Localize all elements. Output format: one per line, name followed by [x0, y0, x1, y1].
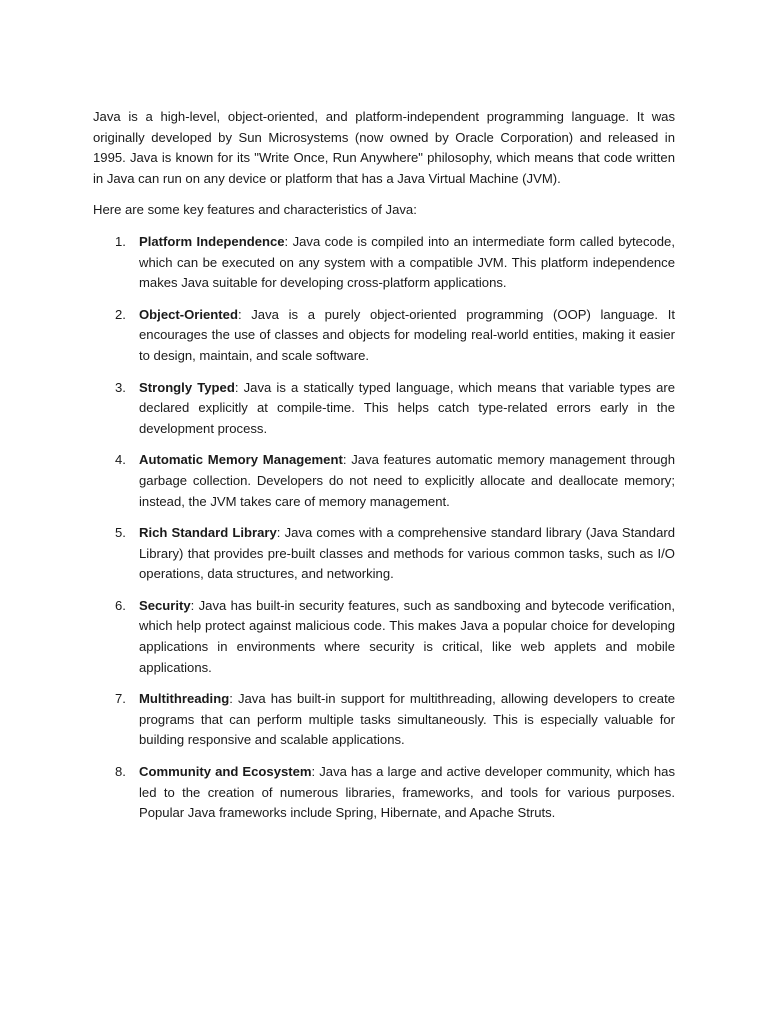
feature-title: Security — [139, 597, 191, 613]
feature-title: Platform Independence — [139, 233, 285, 249]
feature-item-memory-management — [93, 450, 675, 512]
document-content — [93, 107, 675, 835]
feature-title: Object-Oriented — [139, 306, 238, 322]
feature-number: 4. — [115, 452, 126, 468]
feature-text: : Java has built-in security features, such as sandboxing and bytecode verification, which help protect against malicious code. This makes Java a popular choice for developing applications in environments where security is critical, like web applets and mobile applications. — [139, 597, 675, 675]
feature-title: Community and Ecosystem — [139, 764, 312, 780]
feature-number: 6. — [115, 597, 126, 613]
features-list — [93, 232, 675, 824]
lead-paragraph: Here are some key features and characteristics of Java: — [93, 202, 417, 218]
feature-text: : Java comes with a comprehensive standard library (Java Standard Library) that provides pre-built classes and methods for various common tasks, such as I/O operations, data structures, and networking. — [139, 525, 675, 582]
feature-item-object-oriented — [93, 305, 675, 367]
feature-item-multithreading — [93, 689, 675, 751]
feature-number: 3. — [115, 379, 126, 395]
feature-item-security — [93, 596, 675, 678]
feature-text: : Java is a purely object-oriented programming (OOP) language. It encourages the use of classes and objects for modeling real-world entities, making it easier to design, maintain, and scale software. — [139, 306, 675, 363]
feature-number: 5. — [115, 525, 126, 541]
feature-item-community — [93, 762, 675, 824]
feature-title: Automatic Memory Management — [139, 452, 343, 468]
feature-text: : Java features automatic memory management through garbage collection. Developers do not need to explicitly allocate and deallocate memory; instead, the JVM takes care of memory management. — [139, 452, 675, 509]
feature-text: : Java is a statically typed language, which means that variable types are declared explicitly at compile-time. This helps catch type-related errors early in the development process. — [139, 379, 675, 436]
intro-paragraph: Java is a high-level, object-oriented, and platform-independent programming language. It was originally developed by Sun Microsystems (now owned by Oracle Corporation) and released in 1995. Java is known for its "Write Once, Run Anywhere" philosophy, which means that code written in Java can run on any device or platform that has a Java Virtual Machine (JVM). — [93, 109, 675, 186]
feature-item-platform-independence — [93, 232, 675, 294]
feature-number: 7. — [115, 691, 126, 707]
feature-number: 2. — [115, 306, 126, 322]
feature-title: Multithreading — [139, 691, 230, 707]
feature-text: : Java has built-in support for multithreading, allowing developers to create programs that can perform multiple tasks simultaneously. This is especially valuable for building responsive and scalable applications. — [139, 691, 675, 748]
feature-text: : Java has a large and active developer community, which has led to the creation of numerous libraries, frameworks, and tools for various purposes. Popular Java frameworks include Spring, Hibernate, and Apache Struts. — [139, 764, 675, 821]
feature-title: Strongly Typed — [139, 379, 235, 395]
feature-text: : Java code is compiled into an intermediate form called bytecode, which can be executed on any system with a compatible JVM. This platform independence makes Java suitable for developing cross-platform applications. — [139, 233, 675, 291]
feature-item-strongly-typed — [93, 378, 675, 440]
feature-number: 1. — [115, 233, 126, 249]
feature-title: Rich Standard Library — [139, 525, 277, 541]
feature-number: 8. — [115, 764, 126, 780]
feature-item-standard-library — [93, 523, 675, 585]
